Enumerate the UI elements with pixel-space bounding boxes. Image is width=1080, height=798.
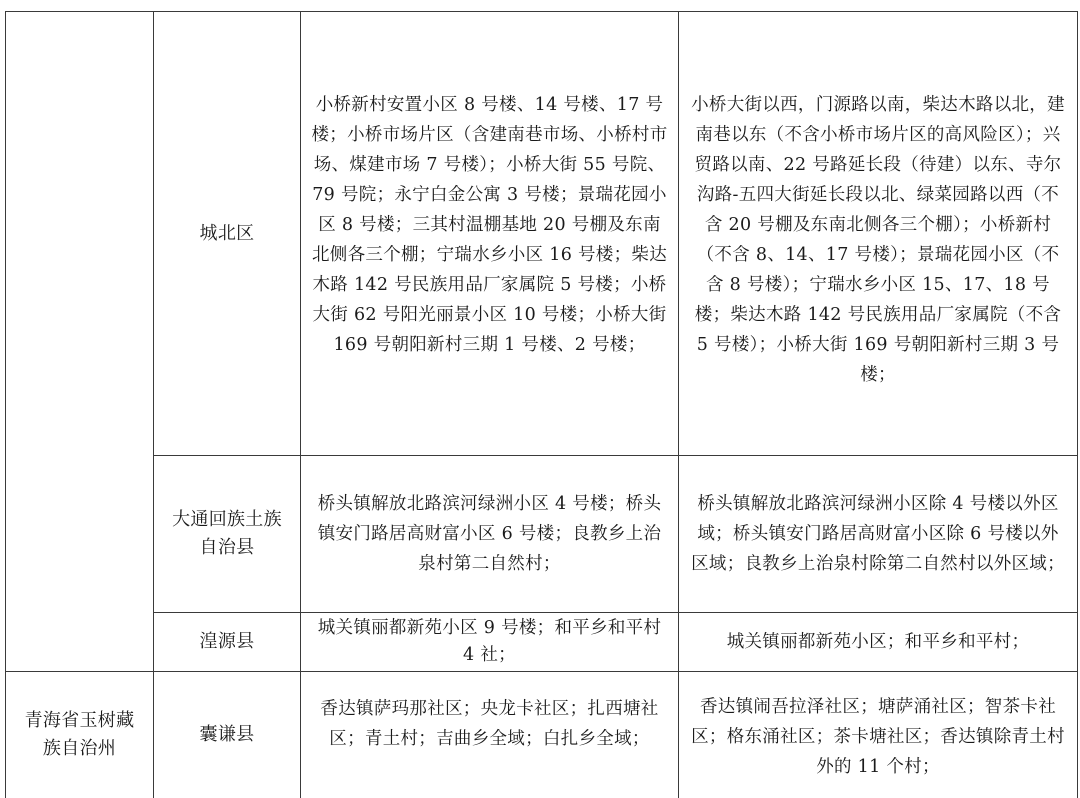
high-risk-text: 小桥新村安置小区 8 号楼、14 号楼、17 号楼；小桥市场片区（含建南巷市场、小桥村市场、煤建市场 7 号楼）；小桥大街 55 号院、79 号院；永宁白金公寓 3 号楼；景瑞花园小区 8 号楼；三其村温棚基地 20 号棚及东南北侧各三个棚；宁瑞水乡小区 16 号楼；柴达木路 142 号民族用品厂家属院 5 号楼；小桥大街 62 号阳光丽景小区 10 号楼；小桥大街 169 号朝阳新村三期 1 号楼、2 号楼； bbox=[311, 95, 668, 355]
county-label: 囊谦县 bbox=[199, 724, 255, 745]
high-risk-text: 香达镇萨玛那社区；央龙卡社区；扎西塘社区；青土村；吉曲乡全域；白扎乡全域； bbox=[320, 699, 659, 749]
medium-risk-cell-datong bbox=[679, 456, 1077, 612]
county-label: 湟源县 bbox=[199, 631, 255, 652]
medium-risk-text: 城关镇丽都新苑小区；和平乡和平村； bbox=[726, 632, 1030, 652]
medium-risk-text: 桥头镇解放北路滨河绿洲小区除 4 号楼以外区域；桥头镇安门路居高财富小区除 6 号楼以外区域；良教乡上治泉村除第二自然村以外区域； bbox=[691, 494, 1065, 574]
medium-risk-cell-nangqian bbox=[679, 672, 1077, 798]
county-cell-chengbei bbox=[154, 12, 300, 455]
medium-risk-text: 香达镇闹吾拉泽社区；塘萨涌社区；智茶卡社区；格东涌社区；茶卡塘社区；香达镇除青土村外的 11 个村； bbox=[691, 697, 1065, 777]
medium-risk-cell-huangyuan bbox=[679, 613, 1077, 671]
high-risk-cell-chengbei bbox=[301, 12, 678, 455]
province-cell-yushu bbox=[6, 672, 153, 798]
high-risk-cell-huangyuan bbox=[301, 613, 678, 671]
medium-risk-text: 小桥大街以西，门源路以南，柴达木路以北，建南巷以东（不含小桥市场片区的高风险区）；兴贸路以南、22 号路延长段（待建）以东、寺尔沟路-五四大街延长段以北、绿菜园路以西（不含 20 号棚及东南北侧各三个棚）；小桥新村（不含 8、14、17 号楼）；景瑞花园小区（不含 8 号楼）；宁瑞水乡小区 15、17、18 号楼；柴达木路 142 号民族用品厂家属院（不含 5 号楼）；小桥大街 169 号朝阳新村三期 3 号楼； bbox=[691, 95, 1065, 385]
high-risk-text: 城关镇丽都新苑小区 9 号楼；和平乡和平村 4 社； bbox=[317, 618, 662, 665]
high-risk-cell-nangqian bbox=[301, 672, 678, 798]
high-risk-cell-datong bbox=[301, 456, 678, 612]
table-border-right bbox=[1077, 11, 1078, 798]
province-cell-xining bbox=[6, 12, 153, 671]
county-label: 城北区 bbox=[199, 222, 255, 244]
medium-risk-cell-chengbei bbox=[679, 12, 1077, 455]
county-cell-nangqian bbox=[154, 672, 300, 798]
province-label: 青海省玉树藏族自治州 bbox=[24, 710, 135, 759]
county-cell-datong bbox=[154, 456, 300, 612]
county-label: 大通回族土族自治县 bbox=[172, 509, 282, 558]
high-risk-text: 桥头镇解放北路滨河绿洲小区 4 号楼；桥头镇安门路居高财富小区 6 号楼；良教乡上治泉村第二自然村； bbox=[317, 494, 662, 574]
county-cell-huangyuan bbox=[154, 613, 300, 671]
